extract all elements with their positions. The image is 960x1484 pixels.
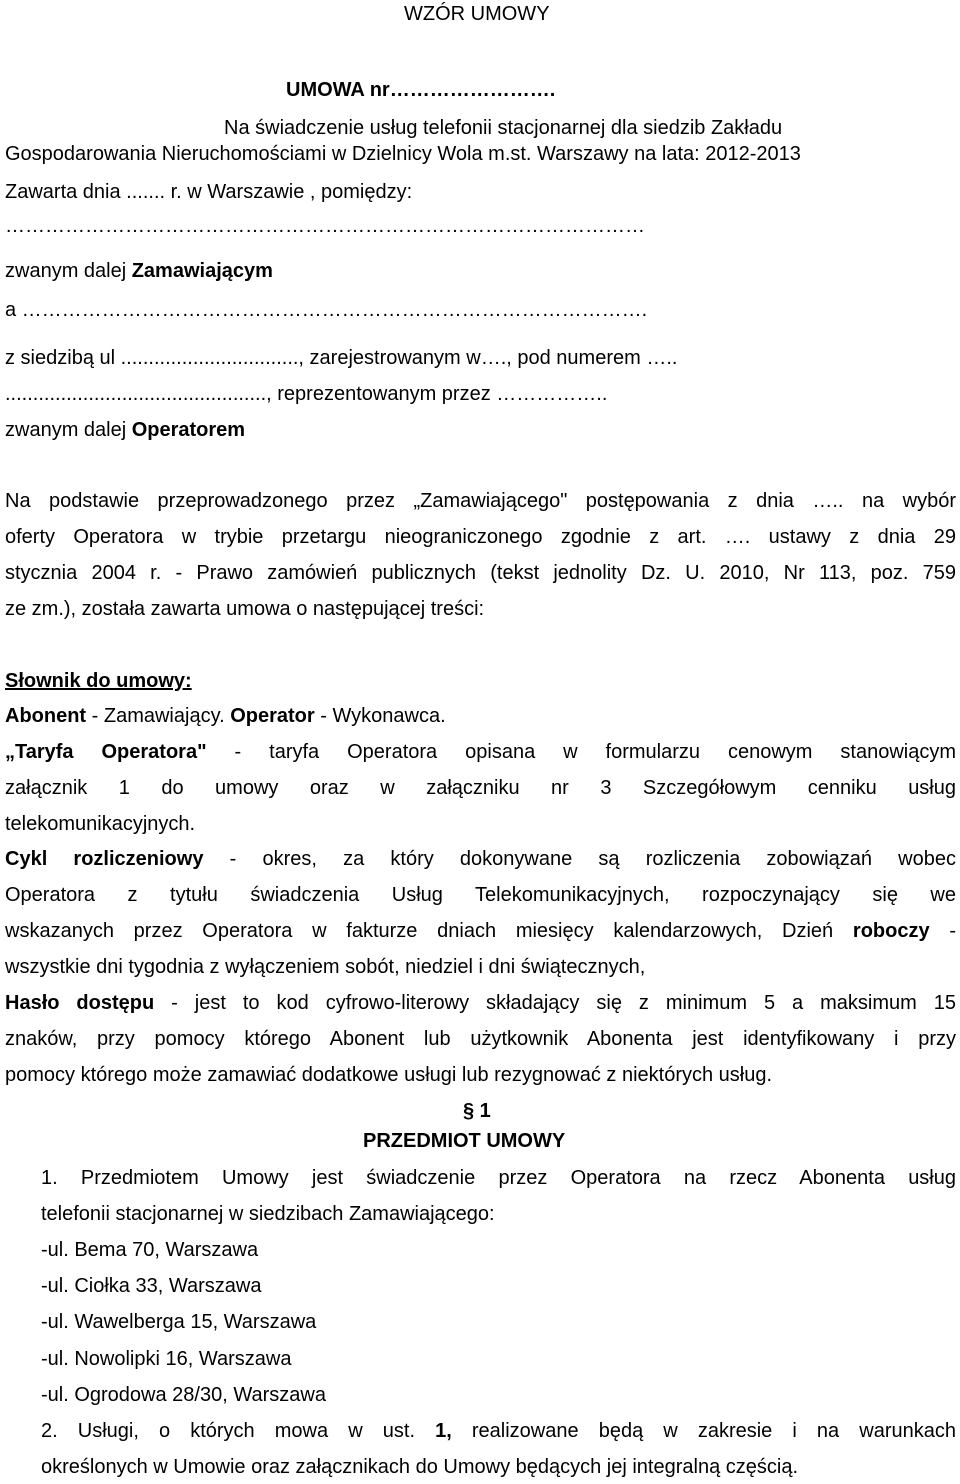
cycle-line-2: Operatora z tytułu świadczenia Usług Telekomunikacyjnych, rozpoczynający się we xyxy=(5,884,956,906)
cycle-line-4: wszystkie dni tygodnia z wyłączeniem sobót, niedziel i dni świątecznych, xyxy=(5,956,646,978)
abonent-term: Abonent xyxy=(5,705,87,727)
address-item: -ul. Ogrodowa 28/30, Warszawa xyxy=(41,1384,326,1406)
abonent-definition: - Zamawiający. xyxy=(86,705,231,727)
document-header: WZÓR UMOWY xyxy=(404,3,550,25)
cycle-term: Cykl rozliczeniowy xyxy=(5,848,204,870)
cycle-line-3 xyxy=(5,919,956,943)
basis-line-4: ze zm.), została zawarta umowa o następującej treści: xyxy=(5,598,485,620)
p2-text-b: realizowane będą w zakresie i na warunkach xyxy=(451,1420,956,1442)
section1-p2-line2: określonych w Umowie oraz załącznikach do Umowy będących jej integralną częścią. xyxy=(41,1456,799,1478)
basis-line-1: Na podstawie przeprowadzonego przez „Zamawiającego" postępowania z dnia ….. na wybór xyxy=(5,490,956,512)
tariff-term: „Taryfa Operatora" xyxy=(5,741,207,763)
buyer-prefix: zwanym dalej xyxy=(5,260,132,282)
buyer-line xyxy=(5,259,956,283)
p2-text-a: 2. Usługi, o których mowa w ust. xyxy=(41,1420,436,1442)
basis-line-3: stycznia 2004 r. - Prawo zamówień publicznych (tekst jednolity Dz. U. 2010, Nr 113, poz. 759 xyxy=(5,562,956,584)
glossary-heading: Słownik do umowy: xyxy=(5,670,192,692)
address-item: -ul. Wawelberga 15, Warszawa xyxy=(41,1311,317,1333)
tariff-line-2: załącznik 1 do umowy oraz w załączniku nr 3 Szczegółowym cenniku usług xyxy=(5,777,956,799)
working-day-term: roboczy xyxy=(852,920,930,942)
operator-term: Operator xyxy=(230,705,315,727)
p2-ref: 1, xyxy=(435,1420,452,1442)
tariff-line-1 xyxy=(5,740,956,764)
cycle-line-1 xyxy=(5,847,956,871)
cycle-def-1: - okres, za który dokonywane są rozliczenia zobowiązań wobec xyxy=(203,848,956,870)
operator-prefix: zwanym dalej xyxy=(5,419,132,441)
password-line-1 xyxy=(5,991,956,1015)
cycle-def-3b: - xyxy=(929,920,957,942)
contract-subtitle-line1: Na świadczenie usług telefonii stacjonarnej dla siedzib Zakładu xyxy=(224,117,783,139)
password-def-1: - jest to kod cyfrowo-literowy składający się z minimum 5 a maksimum 15 xyxy=(154,992,956,1014)
buyer-name: Zamawiającym xyxy=(131,260,273,282)
contract-subtitle-line2: Gospodarowania Nieruchomościami w Dzielnicy Wola m.st. Warszawy na lata: 2012-2013 xyxy=(5,143,801,165)
address-item: -ul. Bema 70, Warszawa xyxy=(41,1239,259,1261)
password-term: Hasło dostępu xyxy=(5,992,155,1014)
basis-line-2: oferty Operatora w trybie przetargu nieograniczonego zgodnie z art. …. ustawy z dnia 29 xyxy=(5,526,956,548)
section1-p1-line2: telefonii stacjonarnej w siedzibach Zamawiającego: xyxy=(41,1203,495,1225)
tariff-def-1: - taryfa Operatora opisana w formularzu cenowym stanowiącym xyxy=(206,741,956,763)
glossary-abonent-operator xyxy=(5,704,956,728)
operator-definition: - Wykonawca. xyxy=(314,705,446,727)
password-line-2: znaków, przy pomocy którego Abonent lub użytkownik Abonenta jest identyfikowany i przy xyxy=(5,1028,956,1050)
party-dots: …………………………………………………………………………………… xyxy=(5,215,645,237)
address-item: -ul. Ciołka 33, Warszawa xyxy=(41,1275,262,1297)
cycle-def-3a: wskazanych przez Operatora w fakturze dniach miesięcy kalendarzowych, Dzień xyxy=(5,920,853,942)
tariff-line-3: telekomunikacyjnych. xyxy=(5,813,196,835)
contract-title: UMOWA nr……………………. xyxy=(286,79,556,101)
password-line-3: pomocy którego może zamawiać dodatkowe usługi lub rezygnować z niektórych usług. xyxy=(5,1064,773,1086)
section-heading: PRZEDMIOT UMOWY xyxy=(363,1130,566,1152)
a-line: a …………………………………………………………………………………. xyxy=(5,299,648,321)
concluded-line: Zawarta dnia ....... r. w Warszawie , pomiędzy: xyxy=(5,181,413,203)
seat-line: z siedzibą ul ................................, zarejestrowanym w…., pod numerem ….. xyxy=(5,347,678,369)
section1-p2-line1 xyxy=(41,1419,956,1443)
address-item: -ul. Nowolipki 16, Warszawa xyxy=(41,1348,292,1370)
section1-p1-line1: 1. Przedmiotem Umowy jest świadczenie przez Operatora na rzecz Abonenta usług xyxy=(41,1167,956,1189)
operator-name: Operatorem xyxy=(131,419,246,441)
representation-line: ..............................................., reprezentowanym przez …………….. xyxy=(5,383,608,405)
section-number: § 1 xyxy=(463,1100,491,1122)
operator-line xyxy=(5,418,956,442)
